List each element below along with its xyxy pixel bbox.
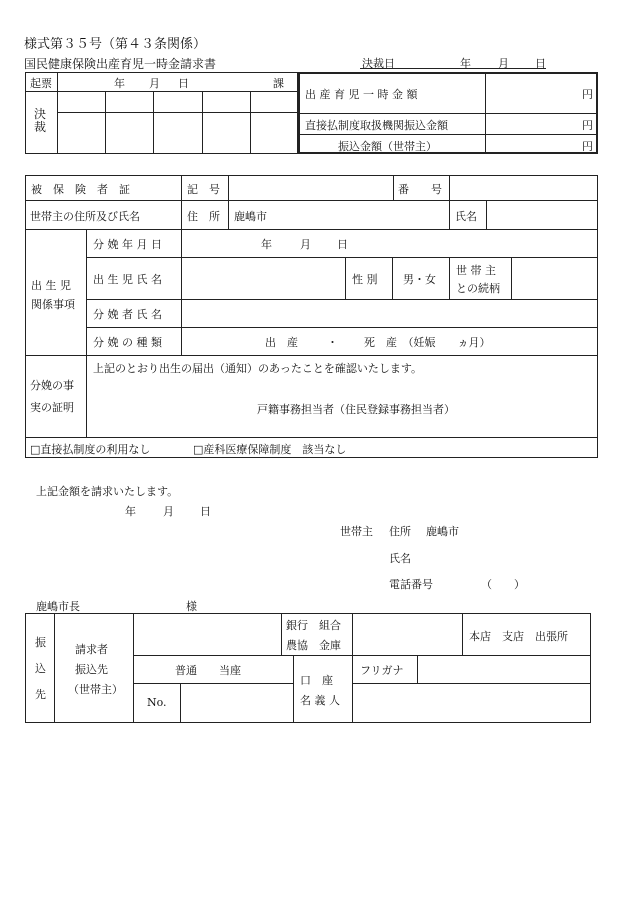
sex-label: 性 別: [352, 273, 378, 286]
mother-name-label: 分 娩 者 氏 名: [93, 308, 162, 321]
approval-col-line: [250, 91, 251, 154]
kihyo-year: 年: [114, 77, 125, 90]
claimant-label: 請求者: [75, 643, 108, 656]
table-col-line: [228, 175, 229, 229]
proof-label: 分娩の事: [30, 379, 74, 392]
claim-year: 年: [125, 505, 136, 518]
amounts-row-line: [298, 134, 598, 135]
address-city: 鹿嶋市: [234, 210, 267, 223]
claim-address-label: 住所: [389, 525, 411, 538]
delivery-date-day: 日: [337, 238, 348, 251]
child-name-label: 出 生 児 氏 名: [93, 273, 162, 286]
account-number-label: No.: [147, 696, 167, 709]
delivery-date-month: 月: [300, 238, 311, 251]
amounts-row-line: [298, 113, 598, 114]
phone-parens: （ ）: [481, 578, 525, 591]
claim-day: 日: [200, 505, 211, 518]
relation-label: 世 帯 主: [456, 264, 496, 277]
account-holder-label: 口 座: [300, 674, 333, 687]
claim-address-city: 鹿嶋市: [426, 525, 459, 538]
bank-row-line: [133, 683, 293, 684]
householder-address-label: 世帯主の住所及び氏名: [30, 210, 140, 223]
table-col-line: [486, 200, 487, 229]
table-col-line: [449, 175, 450, 200]
ka-label: 課: [273, 77, 284, 90]
bank-row-line: [352, 683, 591, 684]
delivery-type-live: 出 産: [265, 336, 298, 349]
decision-date-day: 日: [535, 57, 546, 70]
furikomi-label: 振: [35, 636, 46, 649]
decision-date-underline: [360, 68, 546, 69]
bank-col-line: [417, 655, 418, 683]
kihyo-label: 起票: [30, 77, 52, 90]
approval-col-line: [202, 91, 203, 154]
table-col-line: [181, 175, 182, 229]
form-number: 様式第３５号（第４３条関係）: [24, 37, 207, 52]
bank-col-line: [54, 613, 55, 723]
registrar-label: 戸籍事務担当者（住民登録事務担当者）: [257, 403, 455, 416]
table-col-line: [511, 257, 512, 299]
householder-label: 世帯主: [340, 525, 373, 538]
bank-col-line: [281, 613, 282, 655]
furikomi-label: 込: [35, 662, 46, 675]
approval-row-line: [57, 112, 298, 113]
bank-col-line: [462, 613, 463, 655]
decision-date-year: 年: [460, 57, 471, 70]
approval-col-line: [153, 91, 154, 154]
transfer-amount-label: 振込金額（世帯主）: [338, 140, 437, 153]
claimant-label: （世帯主）: [68, 683, 123, 696]
table-row-line: [86, 299, 598, 300]
yen-unit: 円: [582, 140, 593, 153]
direct-payment-checkbox[interactable]: □直接払制度の利用なし: [30, 443, 151, 456]
delivery-date-year: 年: [261, 238, 272, 251]
table-row-line: [86, 327, 598, 328]
bango-label: 番 号: [398, 183, 442, 196]
claim-statement: 上記金額を請求いたします。: [36, 485, 179, 498]
kihyo-month: 月: [149, 77, 160, 90]
proof-statement: 上記のとおり出生の届出（通知）のあったことを確認いたします。: [93, 362, 423, 375]
table-row-line: [25, 437, 598, 438]
table-col-line: [449, 200, 450, 229]
bank-type-label: 農協 金庫: [286, 639, 341, 652]
insurance-card-label: 被 保 険 者 証: [31, 183, 130, 196]
relation-label: との続柄: [456, 282, 500, 295]
table-row-line: [25, 200, 598, 201]
bank-type-label: 銀行 組合: [286, 619, 341, 632]
sex-value: 男・女: [403, 273, 436, 286]
furikomi-label: 先: [35, 688, 46, 701]
kihyo-day: 日: [178, 77, 189, 90]
sama-label: 様: [186, 600, 197, 613]
form-title: 国民健康保険出産育児一時金請求書: [24, 57, 217, 71]
delivery-type-stillbirth: 死 産 （妊娠 ヵ月）: [364, 336, 491, 349]
amounts-col-line: [485, 72, 486, 154]
kigo-label: 記 号: [187, 183, 220, 196]
approval-row-line: [25, 91, 298, 92]
phone-label: 電話番号: [389, 578, 433, 591]
yen-unit: 円: [582, 119, 593, 132]
bank-row-line: [133, 655, 591, 656]
birth-section-label: 出 生 児: [31, 279, 71, 292]
decision-date-label: 決裁日: [362, 57, 395, 70]
address-label: 住 所: [187, 210, 220, 223]
proof-label: 実の証明: [30, 401, 74, 414]
approval-col-line: [105, 91, 106, 154]
claimant-label: 振込先: [75, 663, 108, 676]
delivery-date-label: 分 娩 年 月 日: [93, 238, 162, 251]
table-row-line: [25, 355, 598, 356]
account-type-label: 普通 当座: [175, 664, 241, 677]
table-col-line: [345, 257, 346, 299]
table-col-line: [181, 229, 182, 355]
table-col-line: [392, 257, 393, 299]
table-row-line: [25, 229, 598, 230]
branch-label: 本店 支店 出張所: [469, 630, 568, 643]
bank-col-line: [352, 613, 353, 723]
delivery-type-dot: ・: [327, 336, 338, 349]
furigana-label: フリガナ: [360, 664, 404, 677]
bank-col-line: [180, 683, 181, 723]
table-row-line: [86, 257, 598, 258]
name-label: 氏名: [455, 210, 477, 223]
decision-date-month: 月: [498, 57, 509, 70]
table-col-line: [393, 175, 394, 200]
yen-unit: 円: [582, 88, 593, 101]
bank-col-line: [293, 655, 294, 723]
approval-col-line: [57, 72, 58, 154]
table-col-line: [86, 229, 87, 437]
delivery-type-label: 分 娩 の 種 類: [93, 336, 162, 349]
lump-sum-label: 出 産 育 児 一 時 金 額: [305, 88, 418, 101]
obstetric-compensation-checkbox[interactable]: □産科医療保障制度 該当なし: [193, 443, 347, 456]
mayor-label: 鹿嶋市長: [36, 600, 80, 613]
table-col-line: [449, 257, 450, 299]
claim-month: 月: [163, 505, 174, 518]
account-holder-label: 名 義 人: [300, 694, 340, 707]
bank-col-line: [133, 613, 134, 723]
kessai-label: 決裁: [34, 107, 47, 134]
claim-name-label: 氏名: [389, 552, 411, 565]
birth-section-label: 関係事項: [31, 298, 75, 311]
approval-box: [25, 72, 298, 154]
direct-payment-label: 直接払制度取扱機関振込金額: [305, 119, 448, 132]
